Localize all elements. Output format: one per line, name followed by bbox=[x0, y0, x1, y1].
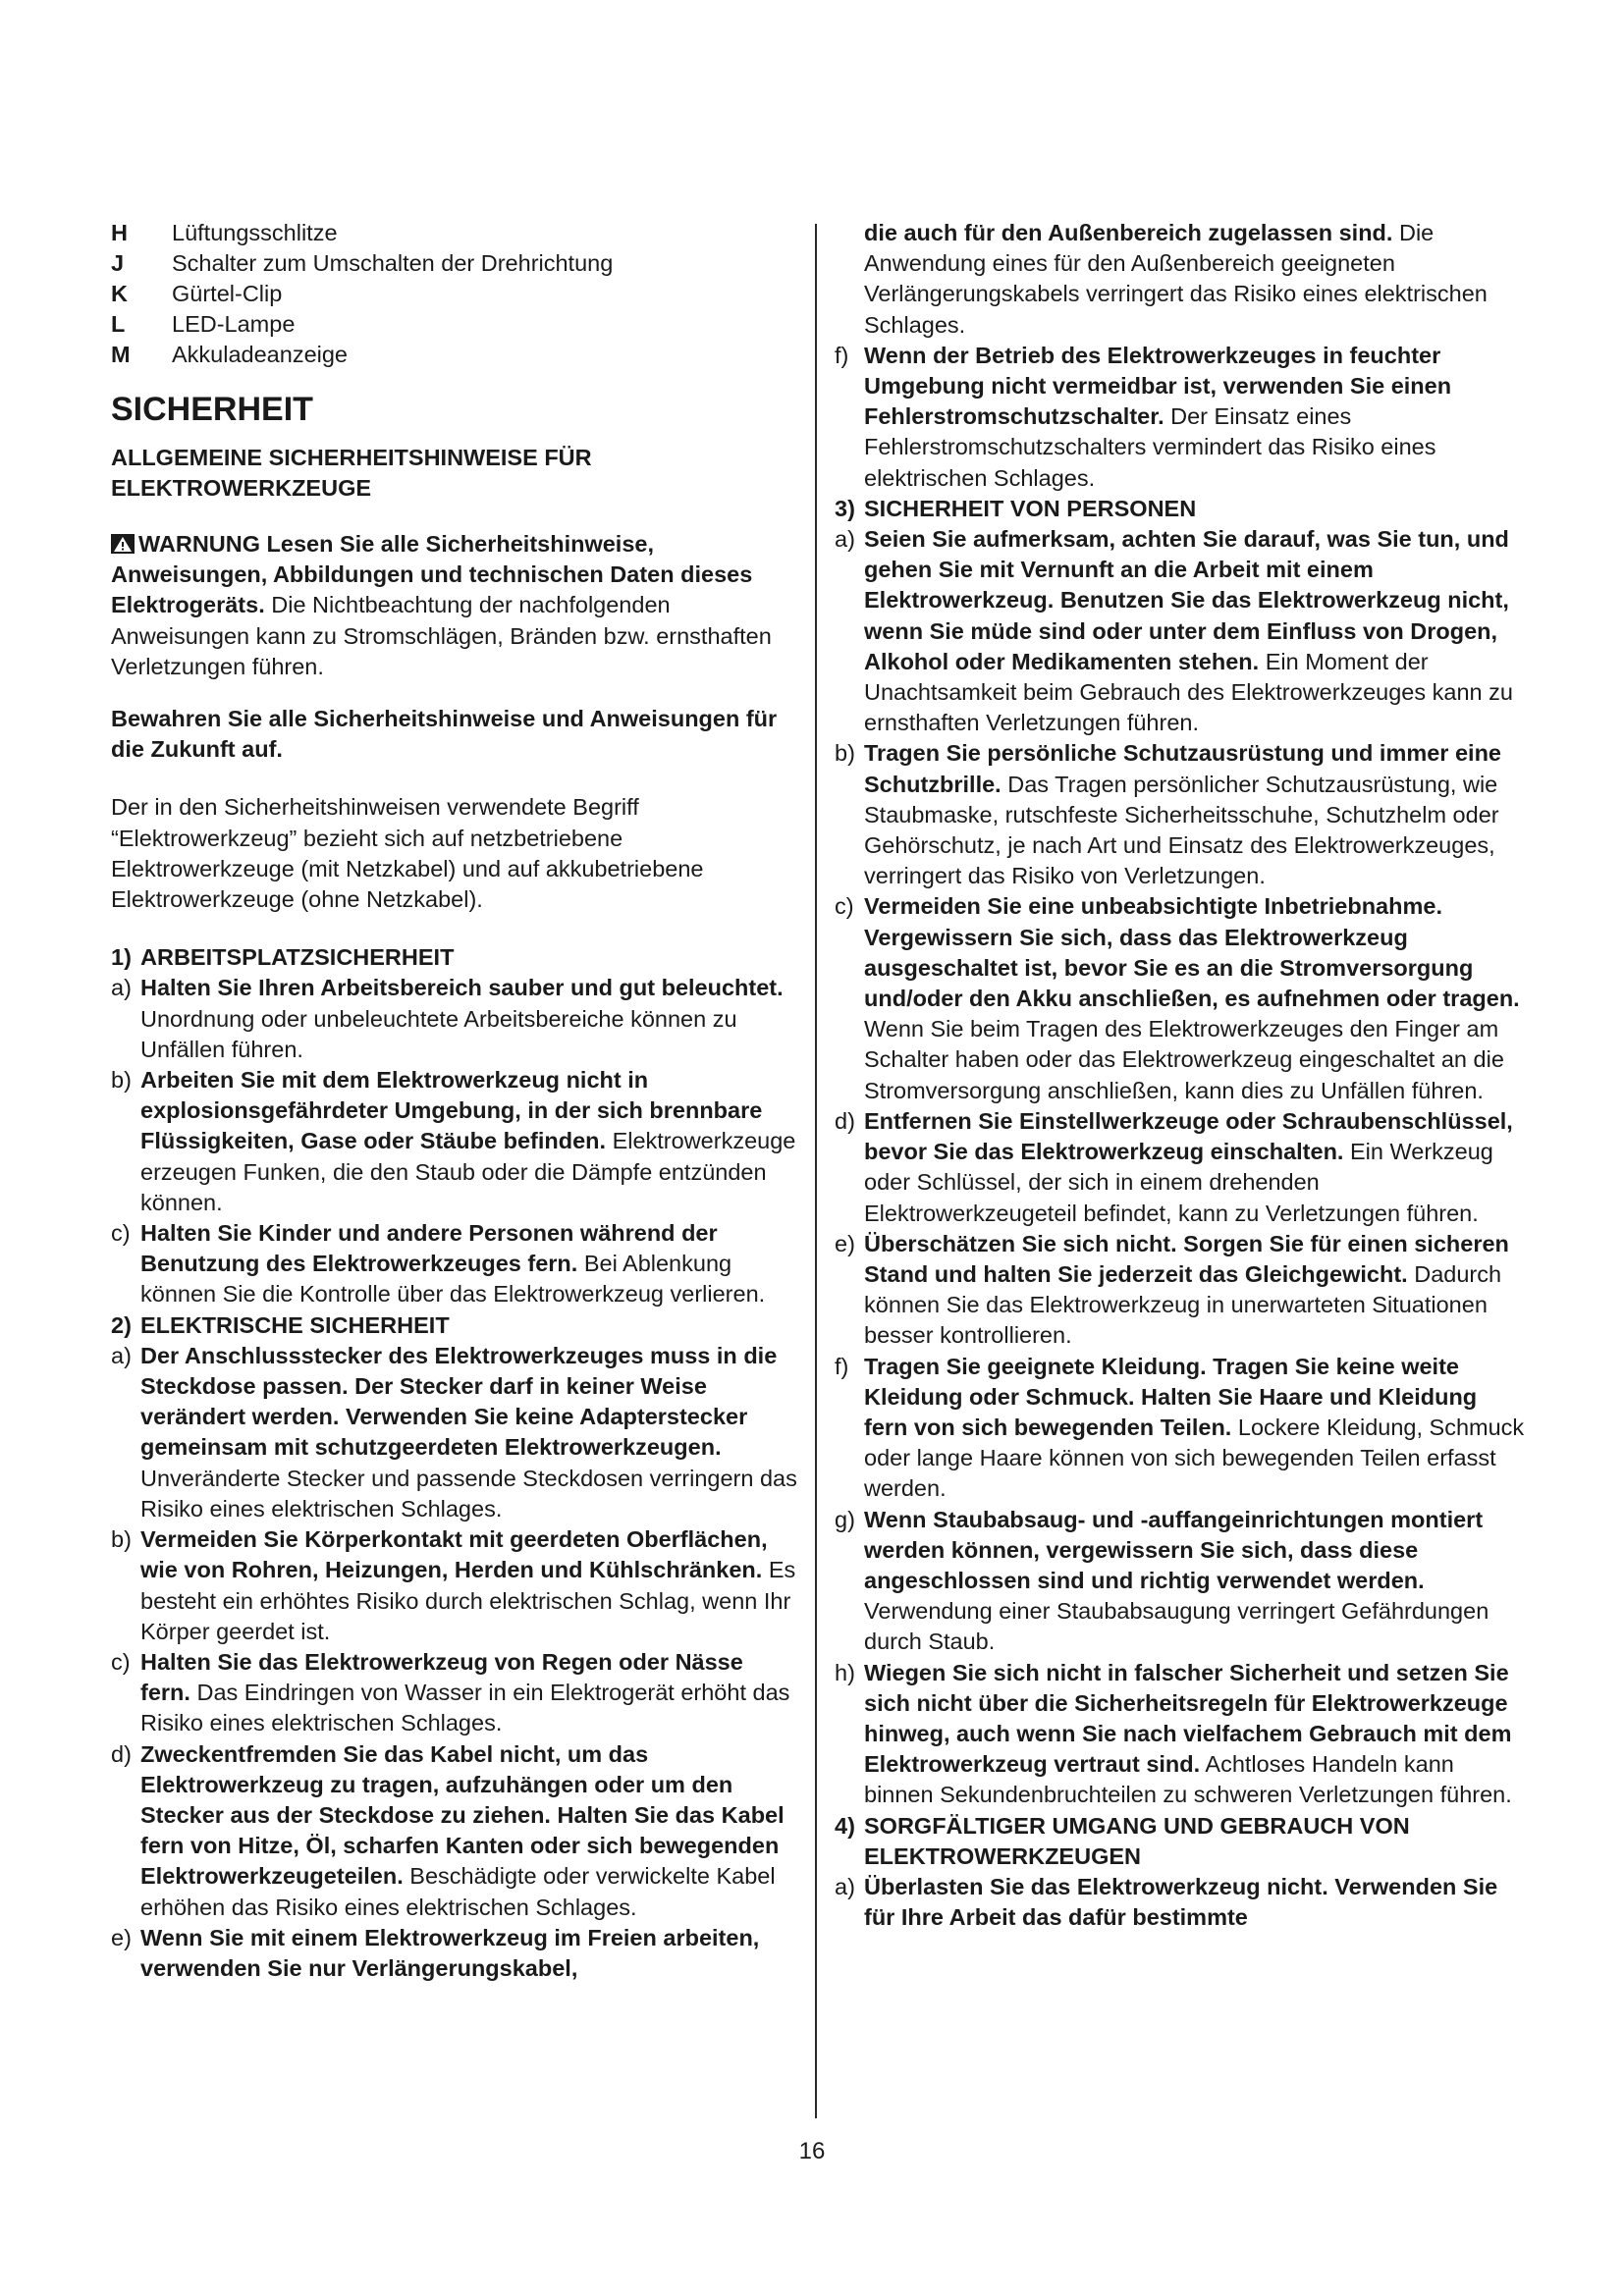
section-heading: 1) ARBEITSPLATZSICHERHEIT bbox=[111, 944, 455, 971]
list-item: a) Halten Sie Ihren Arbeitsbereich sauber und gut beleuchtet. Unordnung oder unbeleuchtete Arbeitsbereiche können zu Unfällen führen. bbox=[111, 975, 784, 1062]
section-heading: 4) SORGFÄLTIGER UMGANG UND GEBRAUCH VON ELEKTROWERKZEUGEN bbox=[835, 1812, 1410, 1869]
section-subtitle: ALLGEMEINE SICHERHEITSHINWEISE FÜR ELEKTROWERKZEUGE bbox=[111, 445, 592, 501]
list-item: b) Tragen Sie persönliche Schutzausrüstung und immer eine Schutzbrille. Das Tragen persönlicher Schutzausrüstung, wie Staubmaske, rutschfeste Sicherheitsschuhe, Schutzhelm oder Gehörschutz, je nach Art und Einsatz des Elektrowerkzeuges, verringert das Risiko von Verletzungen. bbox=[835, 740, 1502, 889]
legend-item: L LED-Lampe bbox=[111, 311, 296, 337]
list-item: e) Überschätzen Sie sich nicht. Sorgen Sie für einen sicheren Stand und halten Sie jederzeit das Gleichgewicht. Dadurch können Sie das Elektrowerkzeug in unerwarteten Situationen besser kontrollieren. bbox=[835, 1230, 1509, 1349]
list-item: e) Wenn Sie mit einem Elektrowerkzeug im Freien arbeiten, verwenden Sie nur Verlängerungskabel, bbox=[111, 1924, 760, 1981]
legend-item: M Akkuladeanzeige bbox=[111, 342, 348, 367]
keep-instructions-note: Bewahren Sie alle Sicherheitshinweise und Anweisungen für die Zukunft auf. bbox=[111, 706, 778, 763]
list-item: h) Wiegen Sie sich nicht in falscher Sicherheit und setzen Sie sich nicht über die Sicherheitsregeln für Elektrowerkzeuge hinweg, auch wenn Sie nach vielfachem Gebrauch mit dem Elektrowerkzeug vertraut sind. Achtloses Handeln kann binnen Sekundenbruchteilen zu schweren Verletzungen führen. bbox=[835, 1659, 1512, 1808]
list-item: c) Vermeiden Sie eine unbeabsichtigte Inbetriebnahme. Vergewissern Sie sich, dass das Elektrowerkzeug ausgeschaltet ist, bevor Sie es an die Stromversorgung und/oder den Akku anschließen, es aufnehmen oder tragen. Wenn Sie beim Tragen des Elektrowerkzeuges den Finger am Schalter haben oder das Elektrowerkzeug eingeschaltet an die Stromversorgung anschließen, kann dies zu Unfällen führen. bbox=[835, 893, 1520, 1103]
list-item: b) Arbeiten Sie mit dem Elektrowerkzeug nicht in explosionsgefährdeter Umgebung, in der sich brennbare Flüssigkeiten, Gase oder Stäube befinden. Elektrowerkzeuge erzeugen Funken, die den Staub oder die Dämpfe entzünden können. bbox=[111, 1067, 796, 1215]
list-item: g) Wenn Staubabsaug- und -auffangeinrichtungen montiert werden können, vergewissern Sie sich, dass diese angeschlossen sind und richtig verwendet werden. Verwendung einer Staubabsaugung verringert Gefährdungen durch Staub. bbox=[835, 1506, 1489, 1655]
list-item: a) Seien Sie aufmerksam, achten Sie darauf, was Sie tun, und gehen Sie mit Vernunft an die Arbeit mit einem Elektrowerkzeug. Benutzen Sie das Elektrowerkzeug nicht, wenn Sie müde sind oder unter dem Einfluss von Drogen, Alkohol oder Medikamenten stehen. Ein Moment der Unachtsamkeit beim Gebrauch des Elektrowerkzeuges kann zu ernsthaften Verletzungen führen. bbox=[835, 526, 1513, 736]
column-divider bbox=[815, 224, 817, 2118]
section-heading: 2) ELEKTRISCHE SICHERHEIT bbox=[111, 1311, 450, 1338]
list-item: a) Überlasten Sie das Elektrowerkzeug nicht. Verwenden Sie für Ihre Arbeit das dafür bestimmte bbox=[835, 1873, 1498, 1931]
definition-paragraph: Der in den Sicherheitshinweisen verwendete Begriff “Elektrowerkzeug” bezieht sich auf netzbetriebene Elektrowerkzeuge (mit Netzkabel) und auf akkubetriebene Elektrowerkzeuge (ohne Netzkabel). bbox=[111, 794, 704, 913]
list-item: f) Wenn der Betrieb des Elektrowerkzeuges in feuchter Umgebung nicht vermeidbar ist, verwenden Sie einen Fehlerstromschutzschalter. Der Einsatz eines Fehlerstromschutzschalters vermindert das Risiko eines elektrischen Schlages. bbox=[835, 342, 1452, 491]
warning-block: WARNUNG Lesen Sie alle Sicherheitshinweise, Anweisungen, Abbildungen und technischen Daten dieses Elektrogeräts. Die Nichtbeachtung der nachfolgenden Anweisungen kann zu Stromschlägen, Bränden bzw. ernsthaften Verletzungen führen. bbox=[111, 531, 772, 679]
legend-item: J Schalter zum Umschalten der Drehrichtung bbox=[111, 250, 614, 276]
list-item: a) Der Anschlussstecker des Elektrowerkzeuges muss in die Steckdose passen. Der Stecker darf in keiner Weise verändert werden. Verwenden Sie keine Adapterstecker gemeinsam mit schutzgeerdeten Elektrowerkzeugen. Unveränderte Stecker und passende Steckdosen verringern das Risiko eines elektrischen Schlages. bbox=[111, 1342, 797, 1522]
list-item: c) Halten Sie Kinder und andere Personen während der Benutzung des Elektrowerkzeuges fern. Bei Ablenkung können Sie die Kontrolle über das Elektrowerkzeug verlieren. bbox=[111, 1220, 766, 1308]
section-title: SICHERHEIT bbox=[111, 391, 313, 428]
page-number: 16 bbox=[798, 2138, 826, 2164]
legend-item: H Lüftungsschlitze bbox=[111, 220, 338, 245]
list-item: c) Halten Sie das Elektrowerkzeug von Regen oder Nässe fern. Das Eindringen von Wasser in ein Elektrogerät erhöht das Risiko eines elektrischen Schlages. bbox=[111, 1648, 790, 1736]
left-column bbox=[111, 218, 798, 1984]
right-column bbox=[835, 218, 1527, 1933]
list-item: d) Zweckentfremden Sie das Kabel nicht, um das Elektrowerkzeug zu tragen, aufzuhängen oder um den Stecker aus der Steckdose zu ziehen. Halten Sie das Kabel fern von Hitze, Öl, scharfen Kanten oder sich bewegenden Elektrowerkzeugeteilen. Beschädigte oder verwickelte Kabel erhöhen das Risiko eines elektrischen Schlages. bbox=[111, 1740, 785, 1920]
section-heading: 3) SICHERHEIT VON PERSONEN bbox=[835, 495, 1197, 521]
list-item: d) Entfernen Sie Einstellwerkzeuge oder Schraubenschlüssel, bevor Sie das Elektrowerkzeug einschalten. Ein Werkzeug oder Schlüssel, der sich in einem drehenden Elektrowerkzeugeteil befindet, kann zu Verletzungen führen. bbox=[835, 1107, 1513, 1226]
list-item-continuation: die auch für den Außenbereich zugelassen sind. Die Anwendung eines für den Außenbereich geeigneten Verlängerungskabels verringert das Risiko eines elektrischen Schlages. bbox=[864, 220, 1488, 338]
list-item: f) Tragen Sie geeignete Kleidung. Tragen Sie keine weite Kleidung oder Schmuck. Halten Sie Haare und Kleidung fern von sich bewegenden Teilen. Lockere Kleidung, Schmuck oder lange Haare können von sich bewegenden Teilen erfasst werden. bbox=[835, 1353, 1525, 1502]
warning-icon bbox=[111, 531, 135, 551]
parts-legend bbox=[111, 218, 798, 370]
list-item: b) Vermeiden Sie Körperkontakt mit geerdeten Oberflächen, wie von Rohren, Heizungen, Herden und Kühlschränken. Es besteht ein erhöhtes Risiko durch elektrischen Schlag, wenn Ihr Körper geerdet ist. bbox=[111, 1526, 796, 1644]
legend-item: K Gürtel-Clip bbox=[111, 281, 283, 306]
